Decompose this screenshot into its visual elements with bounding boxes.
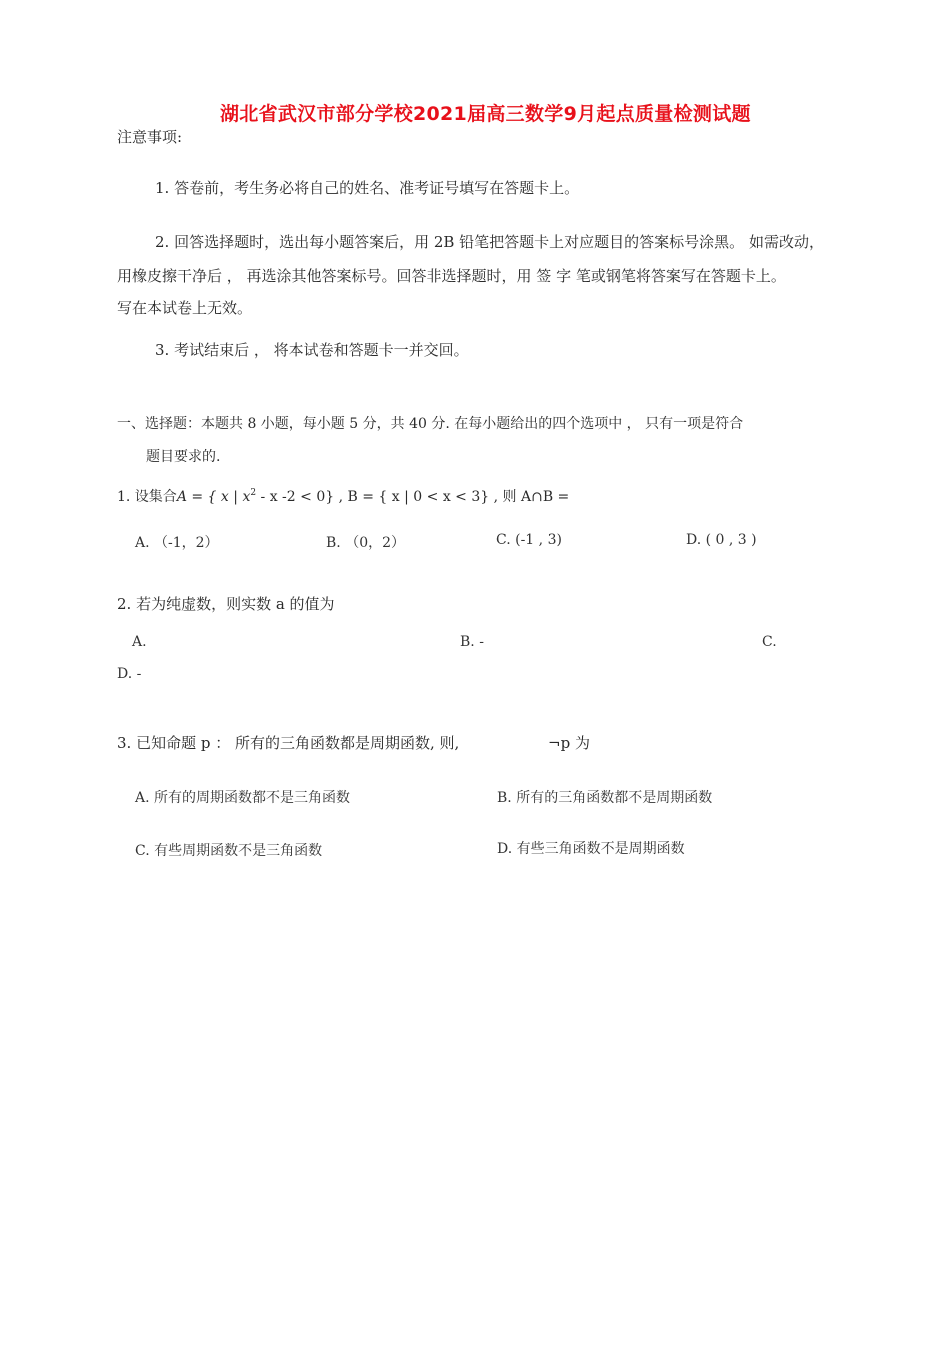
page-title: 湖北省武汉市部分学校2021届高三数学9月起点质量检测试题 xyxy=(220,103,751,125)
question-1-stem xyxy=(117,486,569,506)
q2-option-c: C. xyxy=(762,634,777,650)
notice-item-1: 1. 答卷前，考生务必将自己的姓名、准考证号填写在答题卡上。 xyxy=(155,179,580,197)
q1-set-a: A = { x | xyxy=(176,489,243,505)
q3-negation: ¬p 为 xyxy=(548,734,590,752)
section-heading: 一、选择题：本题共 8 小题，每小题 5 分，共 40 分. 在每小题给出的四个选项中 ， 只有一项是符合 xyxy=(117,416,744,432)
q3-option-d: D. 有些三角函数不是周期函数 xyxy=(497,841,685,857)
section-heading-cont: 题目要求的. xyxy=(146,449,221,465)
q3-option-c: C. 有些周期函数不是三角函数 xyxy=(135,843,323,859)
q1-var-x: x xyxy=(242,489,251,505)
q1-exponent: 2 xyxy=(250,488,257,498)
q1-option-a: A. （-1，2） xyxy=(135,535,219,551)
notice-item-2: 2. 回答选择题时，选出每小题答案后，用 2B 铅笔把答题卡上对应题目的答案标号涂黑。 如需改动， xyxy=(155,233,824,251)
q2-option-b: B. - xyxy=(460,634,484,650)
q1-set-a-rest: - x -2 < 0} xyxy=(256,489,339,505)
notice-item-2-end: 写在本试卷上无效。 xyxy=(117,299,253,317)
notice-item-3: 3. 考试结束后 ， 将本试卷和答题卡一并交回。 xyxy=(155,341,469,359)
q1-option-d: D. ( 0 , 3 ) xyxy=(686,532,757,548)
q3-option-b: B. 所有的三角函数都不是周期函数 xyxy=(497,790,713,806)
q1-option-c: C. (-1 , 3) xyxy=(496,532,562,548)
q1-option-b: B. （0，2） xyxy=(326,535,406,551)
q3-option-a: A. 所有的周期函数都不是三角函数 xyxy=(135,790,351,806)
q2-option-d: D. - xyxy=(117,666,142,682)
question-2-stem: 2. 若为纯虚数，则实数 a 的值为 xyxy=(117,595,335,613)
q1-tail: , 则 A∩B = xyxy=(493,489,570,505)
notice-item-2-cont: 用橡皮擦干净后 ， 再选涂其他答案标号。回答非选择题时，用 签 字 笔或钢笔将答案写在答题卡上。 xyxy=(117,267,786,285)
q2-option-a: A. xyxy=(132,634,147,650)
question-3-stem: 3. 已知命题 p ： 所有的三角函数都是周期函数, 则, xyxy=(117,734,460,752)
notice-heading: 注意事项: xyxy=(117,128,183,146)
q1-set-b: , B = { x | 0 < x < 3} xyxy=(338,489,494,505)
q1-prefix: 1. 设集合 xyxy=(117,489,177,505)
